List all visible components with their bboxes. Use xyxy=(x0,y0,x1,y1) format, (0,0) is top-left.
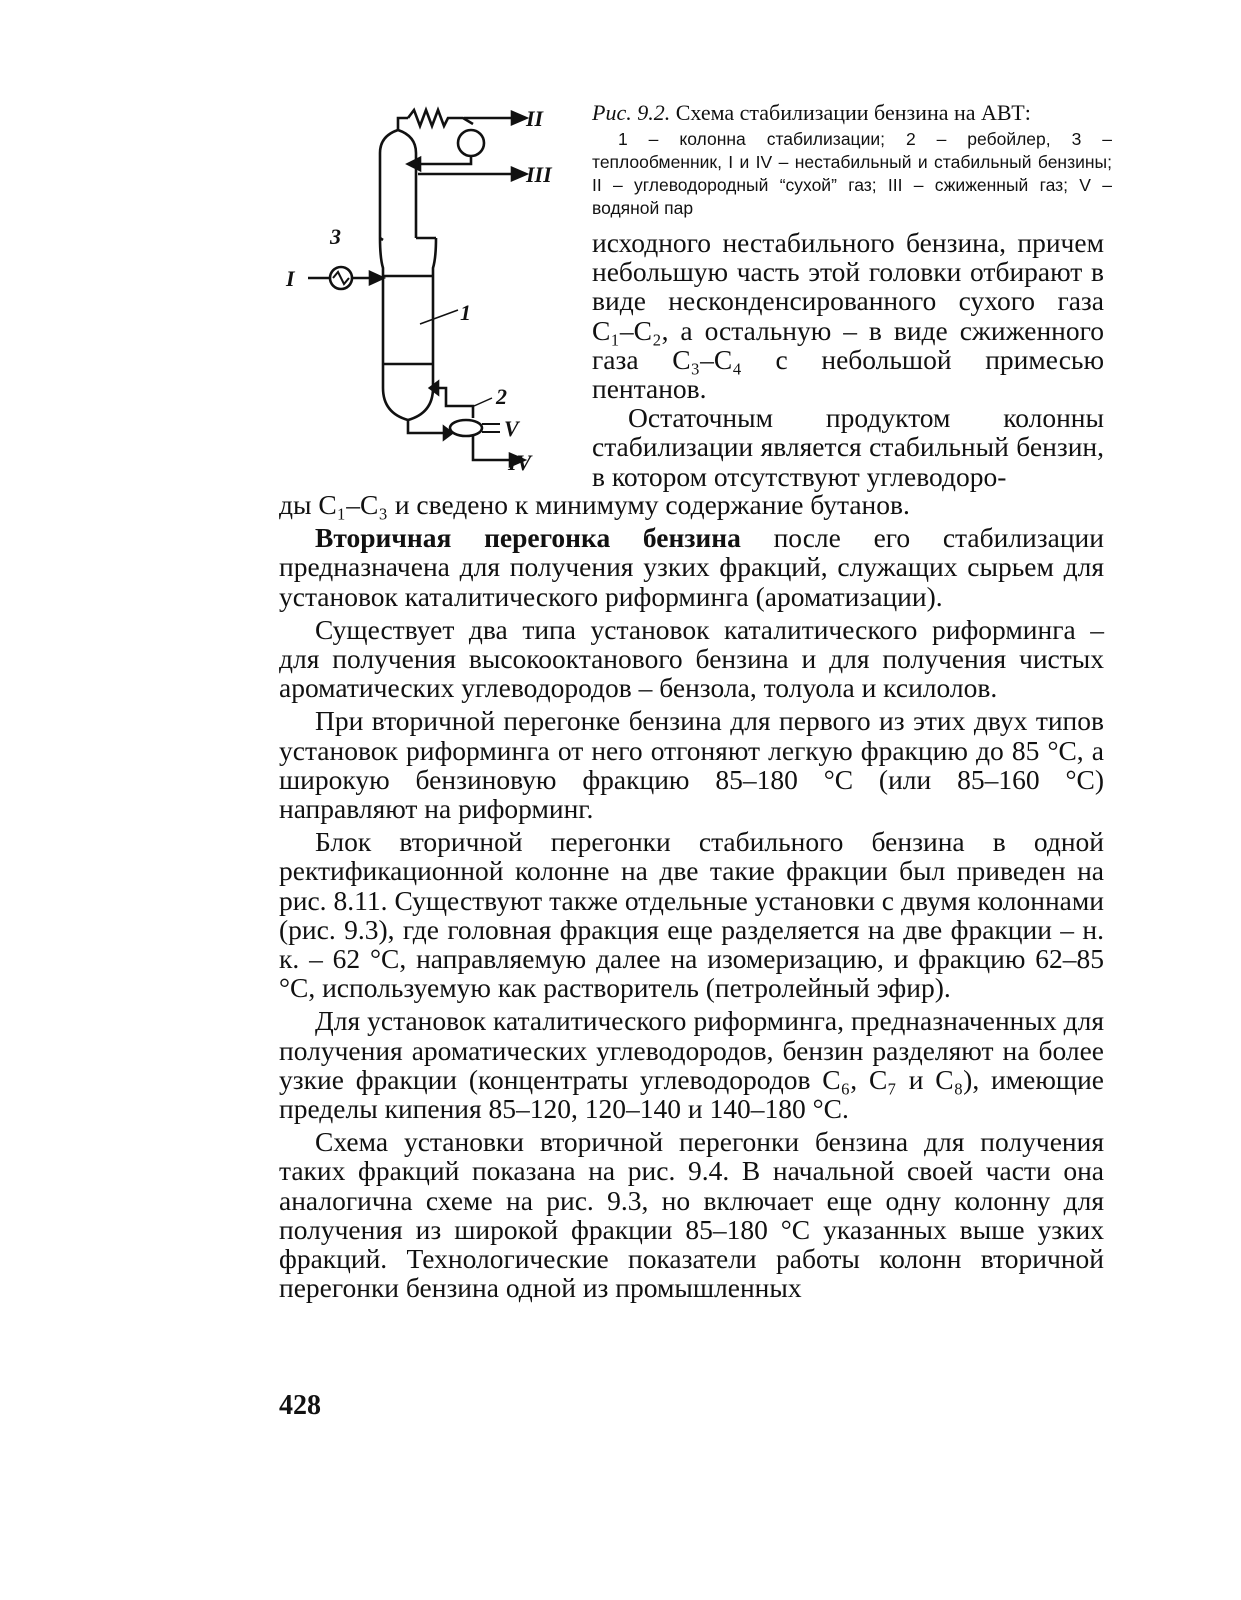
label-2: 2 xyxy=(496,384,507,409)
term-secondary-distillation: Вторичная перегонка бензина xyxy=(315,522,741,554)
reflux-line xyxy=(418,156,471,164)
label-IV: IV xyxy=(508,450,532,475)
label-1: 1 xyxy=(460,300,471,325)
paragraph-5: При вторичной перегонке бензина для первого из этих двух типов установок риформинга от него отгоняют легкую фракцию до 85 °С, а широкую бензиновую фракцию 85–180 °С (или 85–160 °С) направляют на риформинг. xyxy=(279,705,1104,825)
label-3: 3 xyxy=(330,224,341,249)
arrow-II xyxy=(512,112,526,124)
main-text xyxy=(279,490,1104,1306)
separator-drum xyxy=(458,130,484,156)
figure-9-2-diagram xyxy=(268,88,558,488)
caption-title-line xyxy=(592,100,1112,126)
paragraph-7: Для установок каталитического риформинга, предназначенных для получения ароматических углеводородов, бензин разделяют на более узкие фракции (концентраты углеводородов C₆, C₇ и C₈), имеющие пределы кипения 85–120, 120–140 и 140–180 °С. xyxy=(279,1005,1104,1125)
paragraph-6: Блок вторичной перегонки стабильного бензина в одной ректификационной колонне на две такие фракции был приведен на рис. 8.11. Существуют также отдельные установки с двумя колоннами (рис. 9.3), где головная фракция еще разделяется на две фракции – н. к. – 62 °С, направляемую далее на изомеризацию, и фракцию 62–85 °С, используемую как растворитель (петролейный эфир). xyxy=(279,826,1104,1004)
label-I: I xyxy=(286,266,295,291)
label-II: II xyxy=(526,106,544,131)
paragraph-wrap-1: исходного нестабильного бензина, причем небольшую часть этой головки отбирают в виде несконденсированного сухого газа C₁–C₂, а остальную – в виде сжиженного газа C₃–C₄ с небольшой примесью пентанов. xyxy=(592,227,1104,405)
arrow-reflux xyxy=(408,158,420,170)
page-number: 428 xyxy=(279,1390,321,1421)
label-V: V xyxy=(504,416,519,441)
figure-caption xyxy=(592,100,1112,220)
wrapped-text-column xyxy=(592,228,1104,491)
overhead-line xyxy=(398,118,408,130)
paragraph-3-rest: после его стабилизации предназначена для получения узких фракций, служащих сырьем для установок каталитического риформинга (ароматизации). xyxy=(279,522,1104,612)
condenser-coil xyxy=(408,110,473,126)
paragraph-secondary-distillation xyxy=(279,523,1104,611)
arrow-III xyxy=(512,168,526,180)
arrow-feed xyxy=(370,272,383,284)
label-III: III xyxy=(526,162,552,187)
paragraph-wrap-2: Остаточным продуктом колонны стабилизации является стабильный бензин, в котором отсутствуют углеводоро- xyxy=(592,402,1104,492)
reboiler-2 xyxy=(450,420,482,436)
column-shell xyxy=(380,130,416,238)
stabilization-scheme-svg xyxy=(268,88,558,488)
caption-prefix: Рис. 9.2. xyxy=(592,100,671,125)
caption-title: Схема стабилизации бензина на АВТ: xyxy=(670,100,1031,125)
paragraph-8: Схема установки вторичной перегонки бензина для получения таких фракций показана на рис. 9.4. В начальной своей части она аналогична схеме на рис. 9.3, но включает еще одну колонну для получения из широкой фракции 85–180 °С указанных выше узких фракций. Технологические показатели работы колонн вторичной перегонки бензина одной из промышленных xyxy=(279,1126,1104,1304)
caption-legend: 1 – колонна стабилизации; 2 – ребойлер, 3 – теплообменник, I и IV – нестабильный и стабильный бензины; II – углеводородный “сухой” газ; III – сжиженный газ; V – водяной пар xyxy=(592,129,1112,218)
paragraph-wrap-2-tail: ды C₁–C₃ и сведено к минимуму содержание бутанов. xyxy=(279,489,910,520)
paragraph-4: Существует два типа установок каталитического риформинга – для получения высокооктанового бензина и для получения чистых ароматических углеводородов – бензола, толуола и ксилолов. xyxy=(279,613,1104,704)
column-shell-lower xyxy=(380,238,436,420)
